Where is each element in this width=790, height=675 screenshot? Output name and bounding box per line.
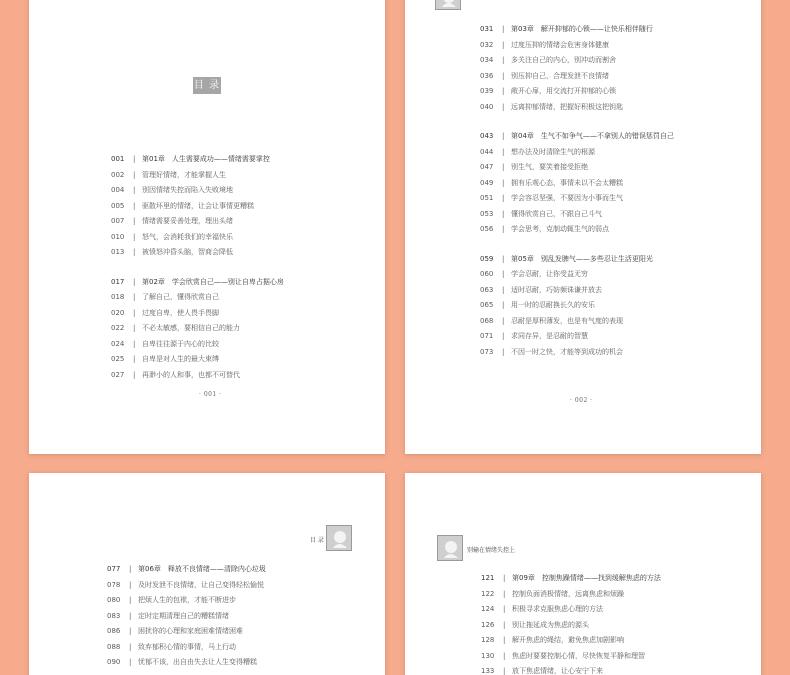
toc-item-title: 再渺小的人和事，也都不可替代 — [142, 370, 240, 379]
toc-separator: | — [129, 596, 132, 605]
toc-list — [107, 562, 266, 671]
toc-item — [480, 145, 674, 161]
toc-item — [480, 345, 674, 361]
toc-page-number: 001 — [111, 155, 125, 164]
toc-page-number: 128 — [481, 636, 495, 645]
toc-page-number: 122 — [481, 589, 495, 598]
toc-item-title: 困扰你的心理和家庭困难情绪困难 — [138, 627, 243, 636]
toc-page-number: 018 — [111, 293, 125, 302]
toc-item — [111, 199, 284, 215]
toc-item — [480, 298, 674, 314]
toc-separator: | — [133, 355, 136, 364]
toc-page-number: 083 — [107, 611, 121, 620]
toc-item-title: 拥有乐观心态，事情未以不会太糟糕 — [511, 178, 623, 187]
toc-item — [111, 290, 284, 306]
toc-item — [480, 53, 674, 69]
toc-page-number: 047 — [480, 163, 494, 172]
toc-separator: | — [502, 301, 505, 310]
toc-item-title: 敞开心扉，用交流打开抑郁的心锁 — [511, 87, 616, 96]
toc-page-number: 032 — [480, 40, 494, 49]
toc-page-number: 080 — [107, 596, 121, 605]
toc-page-number: 036 — [480, 71, 494, 80]
book-page-4 — [405, 473, 761, 675]
toc-item-title: 不因一时之快，才能等到成功的机会 — [511, 347, 623, 356]
toc-page-number: 068 — [480, 316, 494, 325]
toc-separator: | — [133, 277, 136, 286]
toc-item-title: 定时定期清理自己的糟糕情绪 — [138, 611, 229, 620]
toc-separator: | — [133, 339, 136, 348]
toc-item — [107, 593, 266, 609]
toc-separator: | — [502, 209, 505, 218]
toc-separator: | — [502, 71, 505, 80]
toc-item — [481, 618, 661, 634]
toc-page-number: 059 — [480, 254, 494, 263]
toc-separator: | — [503, 589, 506, 598]
toc-item-title: 学会容忍坚强，不要因为小事而生气 — [511, 194, 623, 203]
toc-list — [111, 152, 284, 383]
toc-page-number: 090 — [107, 658, 121, 667]
toc-chapter — [480, 22, 674, 38]
toc-page-number: 020 — [111, 308, 125, 317]
toc-item — [480, 329, 674, 345]
toc-page-number: 088 — [107, 642, 121, 651]
toc-item — [480, 207, 674, 223]
group-gap — [480, 115, 674, 129]
toc-item — [111, 352, 284, 368]
toc-separator: | — [502, 56, 505, 65]
toc-separator: | — [502, 87, 505, 96]
toc-page-number: 039 — [480, 87, 494, 96]
toc-item — [480, 267, 674, 283]
toc-item-title: 求同存异，是忍耐的智慧 — [511, 332, 588, 341]
toc-page-number: 025 — [111, 355, 125, 364]
toc-item — [107, 609, 266, 625]
toc-page-number: 034 — [480, 56, 494, 65]
toc-item-title: 管理好情绪，才能掌握人生 — [142, 170, 226, 179]
toc-item-title: 忍耐是厚积薄发，也是有气度的表现 — [511, 316, 623, 325]
toc-separator: | — [129, 611, 132, 620]
toc-page-number: 005 — [111, 201, 125, 210]
toc-page-number: 007 — [111, 217, 125, 226]
running-header: 别输在情绪失控上 — [467, 547, 516, 554]
toc-separator: | — [502, 147, 505, 156]
toc-item-title: 及时发泄不良情绪，让自己变得轻松愉悦 — [138, 580, 264, 589]
toc-item-title: 远离抑郁情绪，把握好积极这把钥匙 — [511, 102, 623, 111]
toc-item — [111, 168, 284, 184]
toc-item — [481, 664, 661, 675]
toc-item — [480, 314, 674, 330]
toc-page-number: 031 — [480, 25, 494, 34]
toc-item — [107, 655, 266, 671]
toc-separator: | — [502, 254, 505, 263]
toc-separator: | — [133, 232, 136, 241]
toc-separator: | — [502, 285, 505, 294]
toc-page-number: 013 — [111, 248, 125, 257]
book-page-1 — [29, 0, 385, 454]
toc-item-title: 放下焦虑情绪，让心安宁下来 — [512, 667, 603, 675]
toc-chapter-title: 第09章 控制焦躁情绪——找到缓解焦虑的方法 — [512, 574, 661, 583]
toc-item-title: 焦虑时要要控制心情，尽快恢复平静和理智 — [512, 651, 645, 660]
toc-item — [480, 100, 674, 116]
toc-separator: | — [133, 293, 136, 302]
toc-item — [111, 368, 284, 384]
page-number-footer: · 001 · — [199, 391, 222, 398]
toc-page-number: 126 — [481, 620, 495, 629]
toc-chapter — [480, 252, 674, 268]
toc-separator: | — [503, 620, 506, 629]
toc-item — [480, 69, 674, 85]
toc-item-title: 积极寻求克服焦虑心理的方法 — [512, 605, 603, 614]
toc-separator: | — [502, 347, 505, 356]
toc-item — [107, 578, 266, 594]
toc-separator: | — [502, 25, 505, 34]
toc-page-number: 043 — [480, 132, 494, 141]
toc-chapter-title: 第05章 别乱发脾气——多些忍让生活更阳光 — [511, 254, 653, 263]
toc-item-title: 把烦人生的包袱，才能不断进步 — [138, 596, 236, 605]
toc-item — [111, 230, 284, 246]
toc-page-number: 053 — [480, 209, 494, 218]
toc-page-number: 078 — [107, 580, 121, 589]
toc-item-title: 驱散坏里的情绪，让会让事情更糟糕 — [142, 201, 254, 210]
toc-chapter-title: 第02章 学会欣赏自己——别让自卑占据心房 — [142, 277, 284, 286]
toc-title: 目 录 — [193, 77, 221, 94]
toc-item-title: 致弃郁积心情的事情，马上行动 — [138, 642, 236, 651]
toc-item — [480, 176, 674, 192]
toc-separator: | — [502, 132, 505, 141]
toc-separator: | — [133, 217, 136, 226]
toc-item — [480, 283, 674, 299]
toc-item — [111, 337, 284, 353]
toc-separator: | — [129, 627, 132, 636]
toc-page-number: 040 — [480, 102, 494, 111]
toc-chapter — [480, 129, 674, 145]
toc-list — [481, 571, 661, 675]
toc-separator: | — [502, 102, 505, 111]
toc-page-number: 124 — [481, 605, 495, 614]
toc-page-number: 071 — [480, 332, 494, 341]
toc-item — [111, 306, 284, 322]
toc-item-title: 自卑是对人生的最大束缚 — [142, 355, 219, 364]
toc-chapter-title: 第03章 解开抑郁的心锁——让快乐相伴随行 — [511, 25, 653, 34]
toc-item — [480, 38, 674, 54]
toc-chapter — [107, 562, 266, 578]
toc-separator: | — [129, 580, 132, 589]
header-logo-icon — [437, 535, 463, 561]
toc-separator: | — [502, 40, 505, 49]
toc-item — [480, 160, 674, 176]
header-logo-icon — [435, 0, 461, 10]
toc-item-title: 别压抑自己，合理发泄不良情绪 — [511, 71, 609, 80]
header-logo-icon — [326, 525, 352, 551]
toc-page-number: 017 — [111, 277, 125, 286]
toc-separator: | — [133, 324, 136, 333]
toc-item-title: 学会思考，克制动辄生气的弱点 — [511, 225, 609, 234]
toc-item — [111, 245, 284, 261]
book-page-2 — [405, 0, 761, 454]
toc-item-title: 别让拖延成为焦虑的源头 — [512, 620, 589, 629]
toc-item — [480, 191, 674, 207]
toc-chapter — [111, 152, 284, 168]
toc-page-number: 133 — [481, 667, 495, 675]
toc-separator: | — [133, 248, 136, 257]
toc-chapter-title: 第04章 生气不如争气——不拿别人的错误惩罚自己 — [511, 132, 674, 141]
toc-item-title: 控制负面消极情绪，远离焦虑和烦躁 — [512, 589, 624, 598]
toc-page-number: 002 — [111, 170, 125, 179]
toc-item-title: 不必太敏感，要相信自己的能力 — [142, 324, 240, 333]
toc-separator: | — [133, 308, 136, 317]
toc-separator: | — [502, 163, 505, 172]
toc-separator: | — [133, 170, 136, 179]
toc-item-title: 怒气，会消耗我们的幸福快乐 — [142, 232, 233, 241]
toc-page-number: 056 — [480, 225, 494, 234]
page-number-footer: · 002 · — [570, 397, 593, 404]
toc-separator: | — [503, 574, 506, 583]
toc-page-number: 044 — [480, 147, 494, 156]
toc-item — [480, 84, 674, 100]
book-page-3 — [29, 473, 385, 675]
toc-item-title: 过度压抑的情绪会危害身体健康 — [511, 40, 609, 49]
toc-page-number: 060 — [480, 270, 494, 279]
toc-separator: | — [129, 658, 132, 667]
group-gap — [111, 261, 284, 275]
toc-item-title: 过度自卑，使人畏手畏脚 — [142, 308, 219, 317]
toc-separator: | — [502, 225, 505, 234]
toc-item — [107, 624, 266, 640]
toc-item — [481, 633, 661, 649]
toc-page-number: 004 — [111, 186, 125, 195]
toc-item-title: 解开焦虑的绳结，避免焦虑加剧影响 — [512, 636, 624, 645]
toc-separator: | — [129, 642, 132, 651]
toc-item — [481, 649, 661, 665]
toc-item-title: 别因情绪失控而陷入失败境地 — [142, 186, 233, 195]
toc-page-number: 065 — [480, 301, 494, 310]
toc-separator: | — [502, 178, 505, 187]
toc-page-number: 024 — [111, 339, 125, 348]
toc-page-number: 022 — [111, 324, 125, 333]
toc-item — [481, 587, 661, 603]
toc-page-number: 121 — [481, 574, 495, 583]
toc-separator: | — [502, 194, 505, 203]
toc-item — [480, 222, 674, 238]
group-gap — [480, 238, 674, 252]
toc-chapter-title: 第01章 人生需要成功——情绪需要掌控 — [142, 155, 270, 164]
toc-item-title: 被愤怒冲昏头脑，智商会降低 — [142, 248, 233, 257]
toc-separator: | — [503, 636, 506, 645]
toc-separator: | — [133, 201, 136, 210]
toc-item-title: 适时忍耐，巧妨频诛谦并放去 — [511, 285, 602, 294]
toc-separator: | — [133, 155, 136, 164]
toc-list — [480, 22, 674, 360]
toc-chapter — [481, 571, 661, 587]
toc-page-number: 051 — [480, 194, 494, 203]
toc-item-title: 多关注自己的内心，别冲动而割舍 — [511, 56, 616, 65]
toc-item — [111, 214, 284, 230]
toc-separator: | — [133, 370, 136, 379]
toc-item-title: 别生气，要笑着接受拒绝 — [511, 163, 588, 172]
toc-item-title: 忧郁不该，出自由失去让人生变得糟糕 — [138, 658, 257, 667]
toc-page-number: 073 — [480, 347, 494, 356]
toc-separator: | — [503, 667, 506, 675]
toc-separator: | — [502, 332, 505, 341]
toc-page-number: 130 — [481, 651, 495, 660]
toc-page-number: 027 — [111, 370, 125, 379]
toc-separator: | — [503, 651, 506, 660]
toc-item-title: 情绪需要妥善处理，理出头绪 — [142, 217, 233, 226]
toc-item-title: 想办法及时清除生气的根源 — [511, 147, 595, 156]
toc-separator: | — [503, 605, 506, 614]
toc-item — [111, 321, 284, 337]
toc-item — [481, 602, 661, 618]
toc-page-number: 063 — [480, 285, 494, 294]
toc-item-title: 懂得欣赏自己，不跟自己斗气 — [511, 209, 602, 218]
toc-separator: | — [502, 270, 505, 279]
toc-page-number: 049 — [480, 178, 494, 187]
running-header: 目 录 — [310, 537, 324, 544]
toc-item-title: 学会忍耐，让你受益无穷 — [511, 270, 588, 279]
toc-item-title: 自卑往往源于内心的比较 — [142, 339, 219, 348]
toc-item — [111, 183, 284, 199]
toc-page-number: 086 — [107, 627, 121, 636]
toc-item-title: 用一时的忍耐换长久的安乐 — [511, 301, 595, 310]
toc-separator: | — [129, 565, 132, 574]
toc-chapter-title: 第06章 释放不良情绪——清除内心垃圾 — [138, 565, 266, 574]
toc-page-number: 077 — [107, 565, 121, 574]
toc-separator: | — [502, 316, 505, 325]
toc-page-number: 010 — [111, 232, 125, 241]
toc-item — [107, 640, 266, 656]
toc-item-title: 了解自己，懂得欣赏自己 — [142, 293, 219, 302]
toc-separator: | — [133, 186, 136, 195]
toc-chapter — [111, 275, 284, 291]
